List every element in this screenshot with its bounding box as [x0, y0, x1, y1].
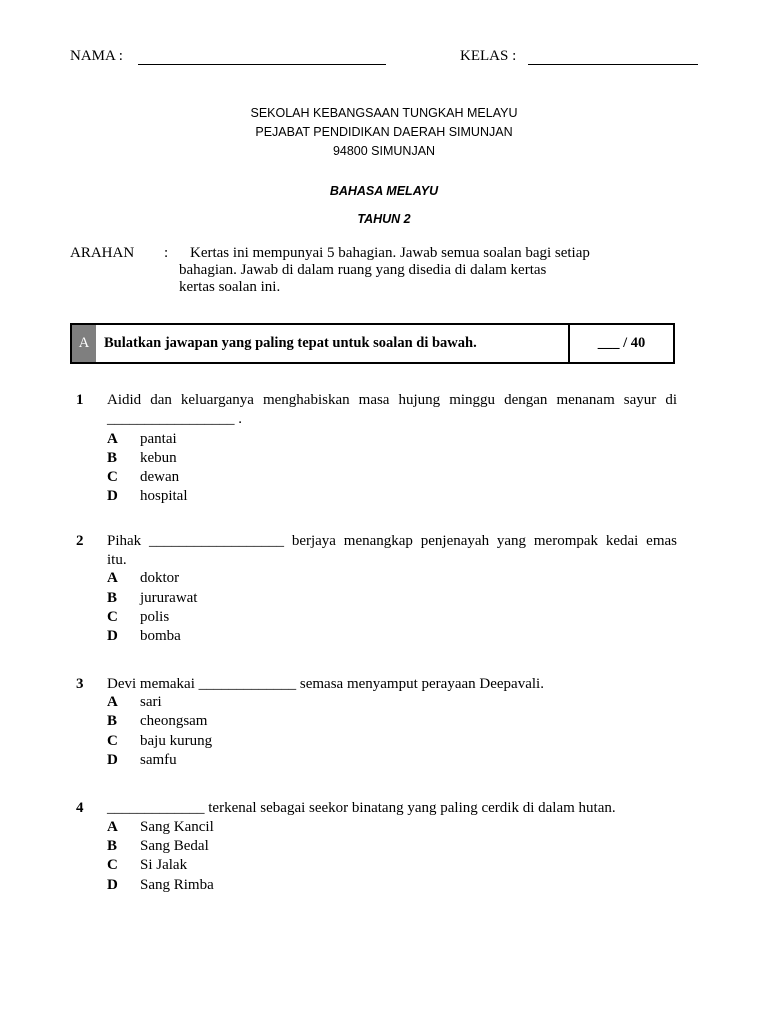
- section-instruction: Bulatkan jawapan yang paling tepat untuk soalan di bawah.: [104, 335, 477, 351]
- option-text: Sang Rimba: [140, 877, 214, 893]
- option-text: hospital: [140, 488, 188, 504]
- option-key: C: [107, 469, 118, 485]
- option-text: polis: [140, 609, 170, 625]
- option-key: C: [107, 857, 118, 873]
- option-key: C: [107, 609, 118, 625]
- option-text: doktor: [140, 570, 180, 586]
- stem-line: Devi memakai _____________ semasa menyamput perayaan Deepavali.: [107, 676, 544, 692]
- option-key: A: [107, 570, 118, 586]
- option-key: B: [107, 450, 118, 466]
- arahan-line: kertas soalan ini.: [179, 279, 281, 295]
- option-key: A: [107, 431, 118, 447]
- option-text: pantai: [140, 431, 177, 447]
- option-key: A: [107, 694, 118, 710]
- option-d[interactable]: [107, 487, 188, 506]
- option-c[interactable]: [107, 732, 212, 751]
- option-text: Sang Kancil: [140, 819, 214, 835]
- option-text: baju kurung: [140, 733, 213, 749]
- stem-line: Pihak __________________ berjaya menangkap penjenayah yang merompak kedai emas: [107, 533, 677, 549]
- stem-line: _________________ .: [107, 411, 242, 427]
- school-address: 94800 SIMUNJAN: [332, 144, 436, 158]
- option-text: dewan: [140, 469, 180, 485]
- option-text: cheongsam: [140, 713, 208, 729]
- question-stem: [107, 675, 677, 694]
- arahan-label: ARAHAN: [70, 245, 135, 261]
- option-c[interactable]: [107, 856, 187, 875]
- question-number: 3: [76, 676, 84, 692]
- option-b[interactable]: [107, 712, 207, 731]
- question-number: 2: [76, 533, 84, 549]
- question-number: 1: [76, 392, 84, 408]
- option-b[interactable]: [107, 449, 177, 468]
- option-key: A: [107, 819, 118, 835]
- option-text: Si Jalak: [140, 857, 188, 873]
- option-text: samfu: [140, 752, 177, 768]
- option-text: sari: [140, 694, 162, 710]
- education-office: PEJABAT PENDIDIKAN DAERAH SIMUNJAN: [255, 125, 513, 139]
- kelas-label: KELAS :: [460, 48, 517, 64]
- arahan-text: [179, 245, 629, 296]
- option-c[interactable]: [107, 608, 169, 627]
- option-key: C: [107, 733, 118, 749]
- option-key: D: [107, 628, 118, 644]
- option-text: kebun: [140, 450, 177, 466]
- option-a[interactable]: [107, 430, 177, 449]
- question-number: 4: [76, 800, 84, 816]
- question-stem: [107, 391, 677, 429]
- option-text: bomba: [140, 628, 181, 644]
- section-score: ___ / 40: [597, 335, 646, 351]
- question-stem: [107, 532, 677, 570]
- school-header: [0, 104, 768, 161]
- arahan-colon: :: [164, 245, 169, 261]
- option-key: D: [107, 752, 118, 768]
- stem-line: Aidid dan keluarganya menghabiskan masa hujung minggu dengan menanam sayur di: [107, 392, 677, 408]
- option-key: B: [107, 590, 118, 606]
- nama-blank-line[interactable]: [138, 64, 386, 65]
- nama-label: NAMA :: [70, 48, 123, 64]
- stem-line: itu.: [107, 552, 127, 568]
- school-name: SEKOLAH KEBANGSAAN TUNGKAH MELAYU: [250, 106, 518, 120]
- option-d[interactable]: [107, 627, 181, 646]
- kelas-blank-line[interactable]: [528, 64, 698, 65]
- subject-title: BAHASA MELAYU: [329, 184, 439, 198]
- option-c[interactable]: [107, 468, 179, 487]
- option-b[interactable]: [107, 589, 197, 608]
- section-header-box: [70, 323, 675, 364]
- option-a[interactable]: [107, 569, 179, 588]
- option-a[interactable]: [107, 818, 214, 837]
- option-a[interactable]: [107, 693, 162, 712]
- section-letter: A: [72, 325, 96, 362]
- option-b[interactable]: [107, 837, 209, 856]
- option-key: D: [107, 877, 118, 893]
- arahan-line: bahagian. Jawab di dalam ruang yang disedia di dalam kertas: [179, 262, 547, 278]
- arahan-line: Kertas ini mempunyai 5 bahagian. Jawab semua soalan bagi setiap: [190, 245, 590, 261]
- option-d[interactable]: [107, 751, 177, 770]
- option-text: jururawat: [140, 590, 198, 606]
- option-key: D: [107, 488, 118, 504]
- option-d[interactable]: [107, 876, 214, 895]
- option-key: B: [107, 713, 118, 729]
- year-title: TAHUN 2: [357, 212, 411, 226]
- question-stem: [107, 799, 677, 818]
- option-text: Sang Bedal: [140, 838, 209, 854]
- option-key: B: [107, 838, 118, 854]
- stem-line: _____________ terkenal sebagai seekor binatang yang paling cerdik di dalam hutan.: [107, 800, 616, 816]
